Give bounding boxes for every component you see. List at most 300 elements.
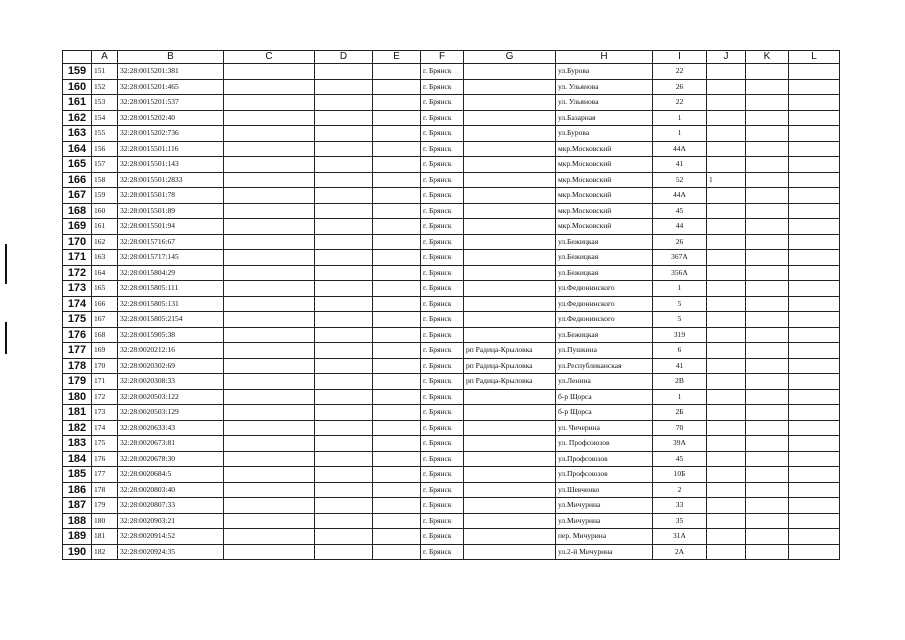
cell-a: 179	[92, 498, 118, 514]
cell-l	[789, 172, 840, 188]
cell-f: г. Брянск	[421, 498, 464, 514]
cell-l	[789, 358, 840, 374]
cell-l	[789, 467, 840, 483]
cell-g	[464, 327, 556, 343]
cell-d	[315, 172, 373, 188]
cell-h: ул.Бежицкая	[556, 327, 653, 343]
table-row	[63, 312, 840, 328]
cell-b: 32:28:0015501:94	[118, 219, 224, 235]
cell-a: 154	[92, 110, 118, 126]
table-row	[63, 451, 840, 467]
table-row	[63, 157, 840, 173]
cell-d	[315, 405, 373, 421]
cell-e	[373, 312, 421, 328]
cell-i: 5	[653, 296, 707, 312]
cell-j	[707, 219, 746, 235]
cell-g	[464, 312, 556, 328]
cell-i: 1	[653, 281, 707, 297]
row-number: 189	[63, 529, 92, 545]
cell-d	[315, 157, 373, 173]
cell-h: мкр.Московский	[556, 219, 653, 235]
row-number: 164	[63, 141, 92, 157]
cell-i: 52	[653, 172, 707, 188]
cell-b: 32:28:0020678:30	[118, 451, 224, 467]
cell-d	[315, 64, 373, 80]
cell-c	[224, 358, 315, 374]
cell-g	[464, 157, 556, 173]
cell-d	[315, 451, 373, 467]
table-row	[63, 544, 840, 560]
row-number: 180	[63, 389, 92, 405]
cell-c	[224, 327, 315, 343]
column-header-d: D	[315, 51, 373, 64]
cell-g	[464, 64, 556, 80]
cell-e	[373, 110, 421, 126]
cell-j	[707, 358, 746, 374]
cell-a: 166	[92, 296, 118, 312]
cell-f: г. Брянск	[421, 141, 464, 157]
cell-h: ул. Профсоюзов	[556, 436, 653, 452]
row-number: 188	[63, 513, 92, 529]
cell-l	[789, 544, 840, 560]
cell-a: 163	[92, 250, 118, 266]
cell-f: г. Брянск	[421, 126, 464, 142]
cell-c	[224, 281, 315, 297]
cell-k	[746, 250, 789, 266]
cell-e	[373, 265, 421, 281]
cell-i: 1	[653, 126, 707, 142]
table-row	[63, 482, 840, 498]
cell-d	[315, 250, 373, 266]
cell-f: г. Брянск	[421, 281, 464, 297]
cell-l	[789, 250, 840, 266]
cell-e	[373, 467, 421, 483]
cell-g: рп Радица-Крыловка	[464, 374, 556, 390]
row-number: 159	[63, 64, 92, 80]
cell-j	[707, 95, 746, 111]
cell-b: 32:28:0020673:81	[118, 436, 224, 452]
cell-i: 26	[653, 79, 707, 95]
cell-d	[315, 327, 373, 343]
cell-k	[746, 141, 789, 157]
cell-b: 32:28:0020212:16	[118, 343, 224, 359]
scan-margin-mark	[5, 244, 7, 284]
cell-i: 2А	[653, 544, 707, 560]
cell-k	[746, 467, 789, 483]
cell-h: ул.Шевченко	[556, 482, 653, 498]
cell-c	[224, 110, 315, 126]
cell-a: 158	[92, 172, 118, 188]
cell-j	[707, 451, 746, 467]
cell-h: мкр.Московский	[556, 172, 653, 188]
cell-c	[224, 312, 315, 328]
cell-i: 33	[653, 498, 707, 514]
cell-c	[224, 513, 315, 529]
cell-b: 32:28:0015805:2154	[118, 312, 224, 328]
cell-k	[746, 374, 789, 390]
cell-i: 44	[653, 219, 707, 235]
cell-g	[464, 110, 556, 126]
table-row	[63, 498, 840, 514]
cell-i: 319	[653, 327, 707, 343]
cell-h: ул.Республиканская	[556, 358, 653, 374]
column-header-i: I	[653, 51, 707, 64]
cell-b: 32:28:0020684:5	[118, 467, 224, 483]
cell-g	[464, 79, 556, 95]
cell-k	[746, 498, 789, 514]
cell-l	[789, 529, 840, 545]
cell-d	[315, 79, 373, 95]
cell-c	[224, 436, 315, 452]
cell-k	[746, 327, 789, 343]
row-number: 160	[63, 79, 92, 95]
cell-e	[373, 451, 421, 467]
cell-l	[789, 374, 840, 390]
cell-k	[746, 513, 789, 529]
cell-e	[373, 296, 421, 312]
cell-c	[224, 95, 315, 111]
cell-k	[746, 436, 789, 452]
cell-a: 180	[92, 513, 118, 529]
cell-f: г. Брянск	[421, 358, 464, 374]
cell-e	[373, 281, 421, 297]
cell-j	[707, 513, 746, 529]
cell-l	[789, 110, 840, 126]
row-number: 173	[63, 281, 92, 297]
table-row	[63, 327, 840, 343]
column-header-row	[63, 51, 840, 64]
cell-i: 1	[653, 389, 707, 405]
cell-a: 168	[92, 327, 118, 343]
row-number: 190	[63, 544, 92, 560]
cell-e	[373, 234, 421, 250]
cell-f: г. Брянск	[421, 157, 464, 173]
table-row	[63, 467, 840, 483]
row-number: 186	[63, 482, 92, 498]
cell-e	[373, 327, 421, 343]
cell-g	[464, 296, 556, 312]
cell-g	[464, 389, 556, 405]
column-header-b: B	[118, 51, 224, 64]
cell-a: 181	[92, 529, 118, 545]
cell-e	[373, 513, 421, 529]
cell-i: 5	[653, 312, 707, 328]
cell-k	[746, 405, 789, 421]
cell-a: 160	[92, 203, 118, 219]
cell-g: рп Радица-Крыловка	[464, 343, 556, 359]
row-number: 181	[63, 405, 92, 421]
cell-j	[707, 436, 746, 452]
column-header-g: G	[464, 51, 556, 64]
cell-h: ул.Бурова	[556, 126, 653, 142]
cell-d	[315, 95, 373, 111]
cell-j	[707, 327, 746, 343]
cell-k	[746, 296, 789, 312]
table-row	[63, 250, 840, 266]
row-number: 177	[63, 343, 92, 359]
cell-a: 182	[92, 544, 118, 560]
cell-e	[373, 482, 421, 498]
column-header-h: H	[556, 51, 653, 64]
table-row	[63, 389, 840, 405]
row-number: 176	[63, 327, 92, 343]
cell-b: 32:28:0015201:537	[118, 95, 224, 111]
cell-k	[746, 126, 789, 142]
cell-f: г. Брянск	[421, 451, 464, 467]
cell-c	[224, 296, 315, 312]
column-header-k: K	[746, 51, 789, 64]
cell-l	[789, 482, 840, 498]
row-number: 172	[63, 265, 92, 281]
cell-d	[315, 420, 373, 436]
cell-h: мкр.Московский	[556, 203, 653, 219]
cell-c	[224, 157, 315, 173]
cell-k	[746, 529, 789, 545]
row-number: 175	[63, 312, 92, 328]
table-row	[63, 436, 840, 452]
cell-g	[464, 250, 556, 266]
cell-f: г. Брянск	[421, 64, 464, 80]
cell-f: г. Брянск	[421, 219, 464, 235]
cell-k	[746, 358, 789, 374]
cell-l	[789, 420, 840, 436]
cell-l	[789, 343, 840, 359]
cell-g	[464, 436, 556, 452]
cell-d	[315, 234, 373, 250]
cell-i: 2	[653, 482, 707, 498]
cell-d	[315, 188, 373, 204]
cell-k	[746, 312, 789, 328]
cell-b: 32:28:0020308:33	[118, 374, 224, 390]
column-header-e: E	[373, 51, 421, 64]
cell-f: г. Брянск	[421, 436, 464, 452]
cell-f: г. Брянск	[421, 312, 464, 328]
cell-e	[373, 374, 421, 390]
cell-h: ул. Ульянова	[556, 79, 653, 95]
table-row	[63, 172, 840, 188]
cell-g	[464, 513, 556, 529]
cell-a: 151	[92, 64, 118, 80]
cell-j	[707, 188, 746, 204]
row-number: 161	[63, 95, 92, 111]
cell-f: г. Брянск	[421, 467, 464, 483]
cell-i: 44А	[653, 188, 707, 204]
cell-k	[746, 79, 789, 95]
table-row	[63, 203, 840, 219]
cell-e	[373, 529, 421, 545]
cell-l	[789, 436, 840, 452]
cell-f: г. Брянск	[421, 389, 464, 405]
cell-a: 165	[92, 281, 118, 297]
cell-i: 41	[653, 358, 707, 374]
cell-g	[464, 203, 556, 219]
cell-f: г. Брянск	[421, 188, 464, 204]
cell-f: г. Брянск	[421, 95, 464, 111]
row-number: 167	[63, 188, 92, 204]
cell-e	[373, 343, 421, 359]
cell-h: ул.Федюнинского	[556, 281, 653, 297]
table-row	[63, 95, 840, 111]
cell-d	[315, 374, 373, 390]
cell-h: ул.Профсоюзов	[556, 451, 653, 467]
row-number: 184	[63, 451, 92, 467]
cell-i: 22	[653, 64, 707, 80]
cell-a: 167	[92, 312, 118, 328]
cell-l	[789, 188, 840, 204]
cell-a: 172	[92, 389, 118, 405]
cell-i: 31А	[653, 529, 707, 545]
cell-k	[746, 265, 789, 281]
cell-b: 32:28:0015804:29	[118, 265, 224, 281]
row-number: 183	[63, 436, 92, 452]
row-number: 162	[63, 110, 92, 126]
cell-f: г. Брянск	[421, 296, 464, 312]
cell-c	[224, 482, 315, 498]
table-row	[63, 296, 840, 312]
cell-i: 45	[653, 451, 707, 467]
cell-g	[464, 188, 556, 204]
table-row	[63, 513, 840, 529]
table-row	[63, 405, 840, 421]
cell-c	[224, 420, 315, 436]
cell-c	[224, 64, 315, 80]
cell-a: 171	[92, 374, 118, 390]
cell-f: г. Брянск	[421, 79, 464, 95]
cell-d	[315, 467, 373, 483]
row-number: 185	[63, 467, 92, 483]
cell-b: 32:28:0015202:40	[118, 110, 224, 126]
cell-h: ул. Ульянова	[556, 95, 653, 111]
row-number: 166	[63, 172, 92, 188]
cell-i: 70	[653, 420, 707, 436]
table-row	[63, 141, 840, 157]
cell-a: 169	[92, 343, 118, 359]
cell-f: г. Брянск	[421, 234, 464, 250]
cell-j	[707, 265, 746, 281]
cell-d	[315, 110, 373, 126]
row-number: 187	[63, 498, 92, 514]
cell-c	[224, 265, 315, 281]
cell-l	[789, 513, 840, 529]
cell-g	[464, 467, 556, 483]
cell-a: 176	[92, 451, 118, 467]
table-row	[63, 420, 840, 436]
row-number: 163	[63, 126, 92, 142]
cell-e	[373, 219, 421, 235]
cell-e	[373, 141, 421, 157]
cell-h: ул.2-й Мичурина	[556, 544, 653, 560]
cell-h: ул. Чичерина	[556, 420, 653, 436]
cell-g	[464, 420, 556, 436]
cell-a: 153	[92, 95, 118, 111]
cell-h: ул.Мичурина	[556, 513, 653, 529]
cell-h: ул.Бежицкая	[556, 234, 653, 250]
cell-a: 161	[92, 219, 118, 235]
cell-k	[746, 281, 789, 297]
cell-f: г. Брянск	[421, 482, 464, 498]
cell-b: 32:28:0015501:78	[118, 188, 224, 204]
cell-d	[315, 265, 373, 281]
table-row	[63, 374, 840, 390]
cell-g: рп Радица-Крыловка	[464, 358, 556, 374]
row-number: 169	[63, 219, 92, 235]
cell-e	[373, 79, 421, 95]
cell-k	[746, 172, 789, 188]
scan-margin-mark	[5, 322, 7, 354]
cell-e	[373, 389, 421, 405]
cell-a: 177	[92, 467, 118, 483]
cell-d	[315, 544, 373, 560]
cell-h: ул.Ленина	[556, 374, 653, 390]
table-row	[63, 110, 840, 126]
cell-h: ул.Федюнинского	[556, 296, 653, 312]
cell-l	[789, 219, 840, 235]
cell-i: 22	[653, 95, 707, 111]
table-row	[63, 358, 840, 374]
cell-g	[464, 544, 556, 560]
cell-c	[224, 529, 315, 545]
cell-l	[789, 312, 840, 328]
cell-d	[315, 219, 373, 235]
cell-g	[464, 498, 556, 514]
cell-b: 32:28:0020924:35	[118, 544, 224, 560]
corner-cell	[63, 51, 92, 64]
cell-l	[789, 281, 840, 297]
cell-a: 178	[92, 482, 118, 498]
cell-e	[373, 203, 421, 219]
cell-g	[464, 172, 556, 188]
cell-i: 367А	[653, 250, 707, 266]
cell-b: 32:28:0015501:2833	[118, 172, 224, 188]
cell-b: 32:28:0020503:122	[118, 389, 224, 405]
cell-j	[707, 79, 746, 95]
cell-j	[707, 126, 746, 142]
cell-e	[373, 250, 421, 266]
cell-k	[746, 203, 789, 219]
cell-b: 32:28:0015805:111	[118, 281, 224, 297]
cell-c	[224, 374, 315, 390]
cell-i: 26	[653, 234, 707, 250]
cell-h: ул.Базарная	[556, 110, 653, 126]
cell-f: г. Брянск	[421, 343, 464, 359]
row-number: 171	[63, 250, 92, 266]
cell-e	[373, 420, 421, 436]
cell-c	[224, 343, 315, 359]
cell-f: г. Брянск	[421, 172, 464, 188]
cell-e	[373, 544, 421, 560]
cell-j	[707, 250, 746, 266]
cell-i: 39А	[653, 436, 707, 452]
cell-f: г. Брянск	[421, 327, 464, 343]
table-row	[63, 265, 840, 281]
property-table	[62, 50, 840, 560]
cell-b: 32:28:0020302:69	[118, 358, 224, 374]
cell-i: 41	[653, 157, 707, 173]
cell-c	[224, 172, 315, 188]
cell-d	[315, 513, 373, 529]
cell-g	[464, 482, 556, 498]
cell-k	[746, 420, 789, 436]
cell-b: 32:28:0015201:381	[118, 64, 224, 80]
cell-j	[707, 64, 746, 80]
cell-c	[224, 544, 315, 560]
cell-k	[746, 234, 789, 250]
cell-j	[707, 141, 746, 157]
cell-j	[707, 405, 746, 421]
cell-c	[224, 467, 315, 483]
cell-j	[707, 203, 746, 219]
cell-l	[789, 498, 840, 514]
